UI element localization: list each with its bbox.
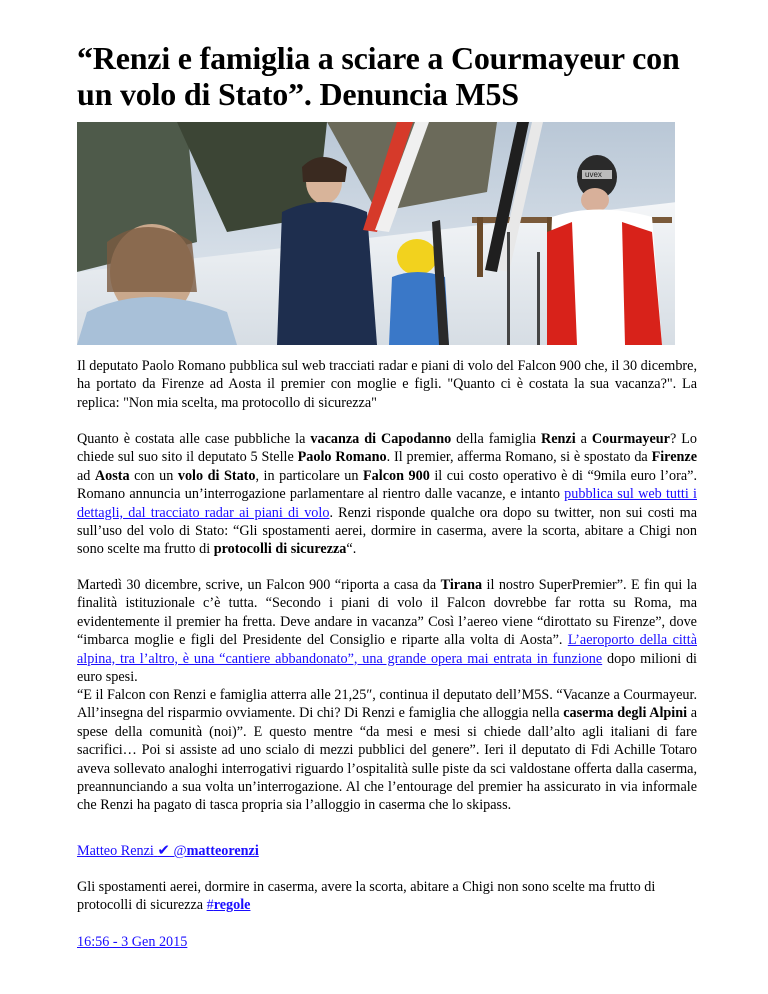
cap-brand: uvex bbox=[585, 170, 602, 179]
verified-icon: ✔ bbox=[157, 841, 170, 859]
tweet-text: Gli spostamenti aerei, dormire in caserma, avere la scorta, abitare a Chigi non sono scelte ma frutto di protocolli di sicurezza #regole bbox=[77, 879, 656, 914]
tweet-author-link[interactable]: Matteo Renzi ✔ @matteorenzi bbox=[77, 841, 259, 859]
article-lead: Il deputato Paolo Romano pubblica sul web tracciati radar e piani di volo del Falcon 900 che, il 30 dicembre, ha portato da Firenze ad Aosta il premier con moglie e figli. "Quanto ci è costata la sua vacanza?". La replica: "Non mia scelta, ma protocollo di sicurezza" bbox=[77, 358, 697, 411]
hashtag-link[interactable]: #regole bbox=[206, 897, 251, 914]
article-paragraph-2: Martedì 30 dicembre, scrive, un Falcon 900 “riporta a casa da Tirana il nostro SuperPremier”. E fin qui la finalità istituzionale c’è tutta. “Secondo i piani di volo il Falcon dovrebbe far rotta su Roma, ma evidentemente il premier ha fretta. Deve andare in vacanza” Così l’aereo viene “dirottato su Firenze”, dove “imbarca moglie e figli del Presidente del Consiglio e riparte alla volta di Aosta”. L’aeroporto della città alpina, tra l’altro, è una “cantiere abbandonato”, una grande opera mai entrata in funzione dopo milioni di euro spesi. bbox=[77, 577, 697, 686]
article-paragraph-1: Quanto è costata alle case pubbliche la vacanza di Capodanno della famiglia Renzi a Courmayeur? Lo chiede sul suo sito il deputato 5 Stelle Paolo Romano. Il premier, afferma Romano, si è spostato da Firenze ad Aosta con un volo di Stato, in particolare un Falcon 900 il cui costo operativo è di “9mila euro l’ora”. Romano annuncia un’interrogazione parlamentare al rientro dalle vacanze, e intanto pubblica sul web tutti i dettagli, dal tracciato radar ai piani di volo. Renzi risponde qualche ora dopo su twitter, non sui costi ma sull’uso del volo di Stato: “Gli spostamenti aerei, dormire in caserma, avere la scorta, abitare a Chigi non sono scelte ma frutto di protocolli di sicurezza“. bbox=[77, 431, 698, 558]
article-paragraph-3: “E il Falcon con Renzi e famiglia atterra alle 21,25″, continua il deputato dell’M5S. “Vacanze a Courmayeur. All’insegna del risparmio ovviamente. Di chi? Di Renzi e famiglia che alloggia nella caserma degli Alpini a spese della comunità (noi)”. E questo mentre “da mesi e mesi si chiede dall’alto agli italiani di fare sacrifici… Poi si assiste ad uno scialo di mezzi pubblici del genere”. Ieri il deputato di Fdi Achille Totaro aveva sollevato analoghi interrogativi riguardo l’ospitalità sulle piste da sci valdostane offerta dalla caserma, preannunciando a sua volta un’interrogazione. Al che l’entourage del premier ha assicurato in via informale che Renzi ha pagato di tasca propria sia l’alloggio in caserma che lo skipass. bbox=[77, 687, 697, 814]
article-title: “Renzi e famiglia a sciare a Courmayeur con un volo di Stato”. Denuncia M5S bbox=[77, 40, 680, 112]
tweet-timestamp bbox=[77, 933, 697, 951]
radar-details-link[interactable]: pubblica sul web tutti i dettagli, dal tracciato radar ai piani di volo bbox=[77, 486, 697, 521]
airport-article-link[interactable]: L’aeroporto della città alpina, tra l’altro, è una “cantiere abbandonato”, una grande opera mai entrata in funzione bbox=[77, 632, 697, 667]
tweet-author-line bbox=[77, 841, 697, 860]
article-photo bbox=[77, 122, 675, 345]
tweet-timestamp-link[interactable]: 16:56 - 3 Gen 2015 bbox=[77, 934, 188, 950]
